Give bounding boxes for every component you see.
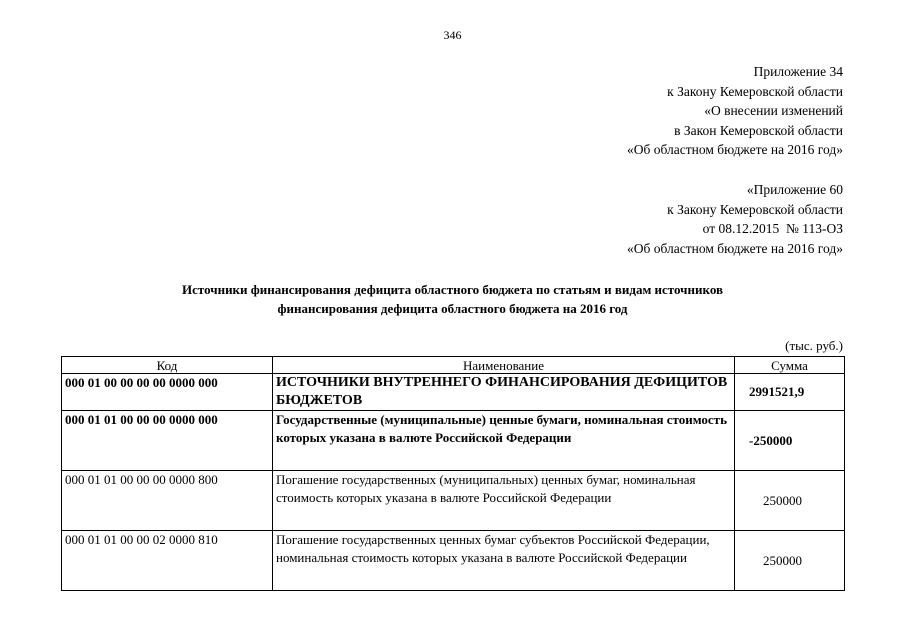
appendix-60-header [627, 180, 843, 258]
row-sum: -250000 [735, 411, 845, 471]
header-sum: Сумма [735, 357, 845, 374]
document-title [0, 280, 905, 318]
row-code: 000 01 01 00 00 00 0000 800 [62, 471, 273, 531]
appendix-60-line: «Приложение 60 [746, 182, 843, 197]
header-name: Наименование [273, 357, 735, 374]
appendix-60-line: «Об областном бюджете на 2016 год» [627, 240, 843, 256]
row-sum: 250000 [735, 531, 845, 591]
appendix-34-line: «Об областном бюджете на 2016 год» [627, 142, 843, 157]
row-code: 000 01 01 00 00 00 0000 000 [62, 411, 273, 471]
row-sum: 250000 [735, 471, 845, 531]
appendix-34-header [627, 62, 843, 160]
table-row [62, 411, 845, 471]
table-row [62, 471, 845, 531]
row-code: 000 01 01 00 00 02 0000 810 [62, 531, 273, 591]
unit-label: (тыс. руб.) [785, 338, 843, 353]
appendix-34-line: «О внесении изменений [704, 103, 843, 118]
header-code: Код [62, 357, 273, 374]
title-line: финансирования дефицита областного бюджета на 2016 год [277, 301, 628, 316]
appendix-34-line: Приложение 34 [753, 64, 843, 79]
appendix-34-line: к Закону Кемеровской области [667, 83, 843, 99]
row-code: 000 01 00 00 00 00 0000 000 [62, 374, 273, 411]
table-header-row [62, 357, 845, 374]
row-name: ИСТОЧНИКИ ВНУТРЕННЕГО ФИНАНСИРОВАНИЯ ДЕФИЦИТОВ БЮДЖЕТОВ [273, 374, 735, 411]
appendix-60-line: от 08.12.2015 № 113-ОЗ [702, 221, 843, 236]
title-line: Источники финансирования дефицита областного бюджета по статьям и видам источников [181, 282, 724, 297]
page-number: 346 [443, 28, 462, 42]
row-name: Государственные (муниципальные) ценные бумаги, номинальная стоимость которых указана в валюте Российской Федерации [273, 411, 735, 471]
row-sum: 2991521,9 [735, 374, 845, 411]
row-name: Погашение государственных ценных бумаг субъектов Российской Федерации, номинальная стоимость которых указана в валюте Российской Федерации [273, 531, 735, 591]
appendix-34-line: в Закон Кемеровской области [674, 122, 843, 138]
table-row [62, 531, 845, 591]
table-row [62, 374, 845, 411]
appendix-60-line: к Закону Кемеровской области [667, 201, 843, 217]
row-name: Погашение государственных (муниципальных) ценных бумаг, номинальная стоимость которых указана в валюте Российской Федерации [273, 471, 735, 531]
financing-table [61, 356, 845, 591]
